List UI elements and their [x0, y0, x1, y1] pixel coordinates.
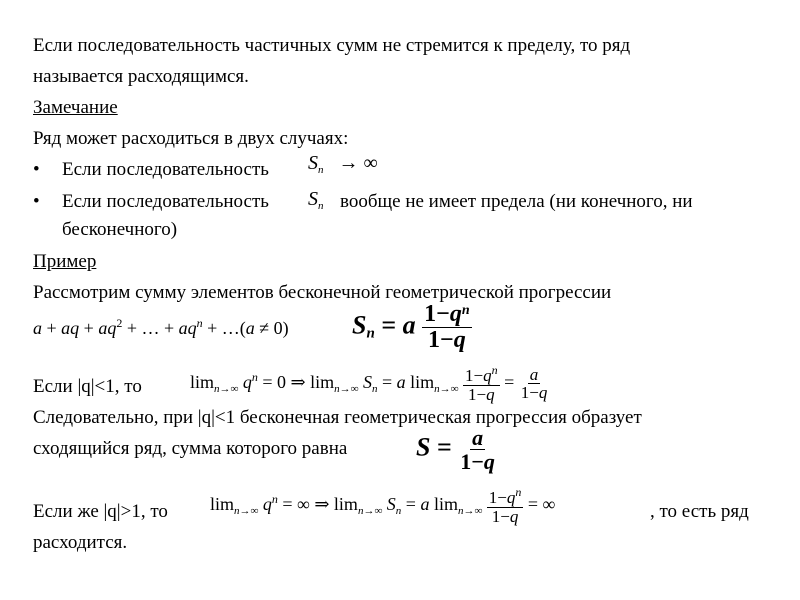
remark-heading: Замечание — [33, 97, 118, 118]
bullet-2-symbol: $S_n$ — [308, 188, 324, 212]
text-line-2: называется расходящимся. — [33, 66, 249, 87]
text-line-1: Если последовательность частичных сумм не стремится к пределу, то ряд — [33, 35, 631, 56]
bullet-dot-1: • — [33, 159, 40, 180]
bullet-1-formula: $S_n$ → ∞ — [308, 152, 378, 176]
case2-limit-formula: $\lim_{n\to\infty} q^n$ = ∞ ⇒ $\lim_{n\to\infty} S_n = a$ $\lim_{n\to\infty}$ $\frac{1-q^n}{1-q}$ = ∞ — [210, 485, 556, 526]
case2-prefix: Если же |q|>1, то — [33, 501, 168, 522]
bullet-2-text-line2: бесконечного) — [62, 219, 178, 240]
example-intro: Рассмотрим сумму элементов бесконечной геометрической прогрессии — [33, 282, 612, 303]
series-formula: a + aq + $aq^2$ + … + $aq^n$ + …(a ≠ 0) — [33, 316, 289, 338]
conclusion-line-1: Следовательно, при |q|<1 бесконечная геометрическая прогрессия образует — [33, 407, 642, 428]
bullet-dot-2: • — [33, 191, 40, 212]
case1-prefix: Если |q|<1, то — [33, 376, 142, 397]
sum-result-formula: S = $\frac{a}{1-q}$ — [416, 425, 495, 475]
bullet-1-text: Если последовательность — [62, 159, 269, 180]
conclusion-line-2: сходящийся ряд, сумма которого равна — [33, 438, 348, 459]
case2-suffix: , то есть ряд — [650, 501, 749, 522]
bullet-2-text-before: Если последовательность — [62, 191, 269, 212]
remark-intro: Ряд может расходиться в двух случаях: — [33, 128, 349, 149]
case2-line2: расходится. — [33, 532, 128, 553]
example-heading: Пример — [33, 251, 97, 272]
bullet-2-text-after: вообще не имеет предела (ни конечного, ни — [340, 191, 693, 212]
case1-limit-formula: $\lim_{n\to\infty} q^n = 0$ ⇒ $\lim_{n\to\infty} S_n = a$ $\lim_{n\to\infty}$ $\frac{1-q^n}{1-q}$ = $\frac{a}{1-q}$ — [190, 363, 548, 404]
sum-formula: $S_n = a$ $\frac{1-q^n}{1-q}$ — [352, 301, 470, 354]
